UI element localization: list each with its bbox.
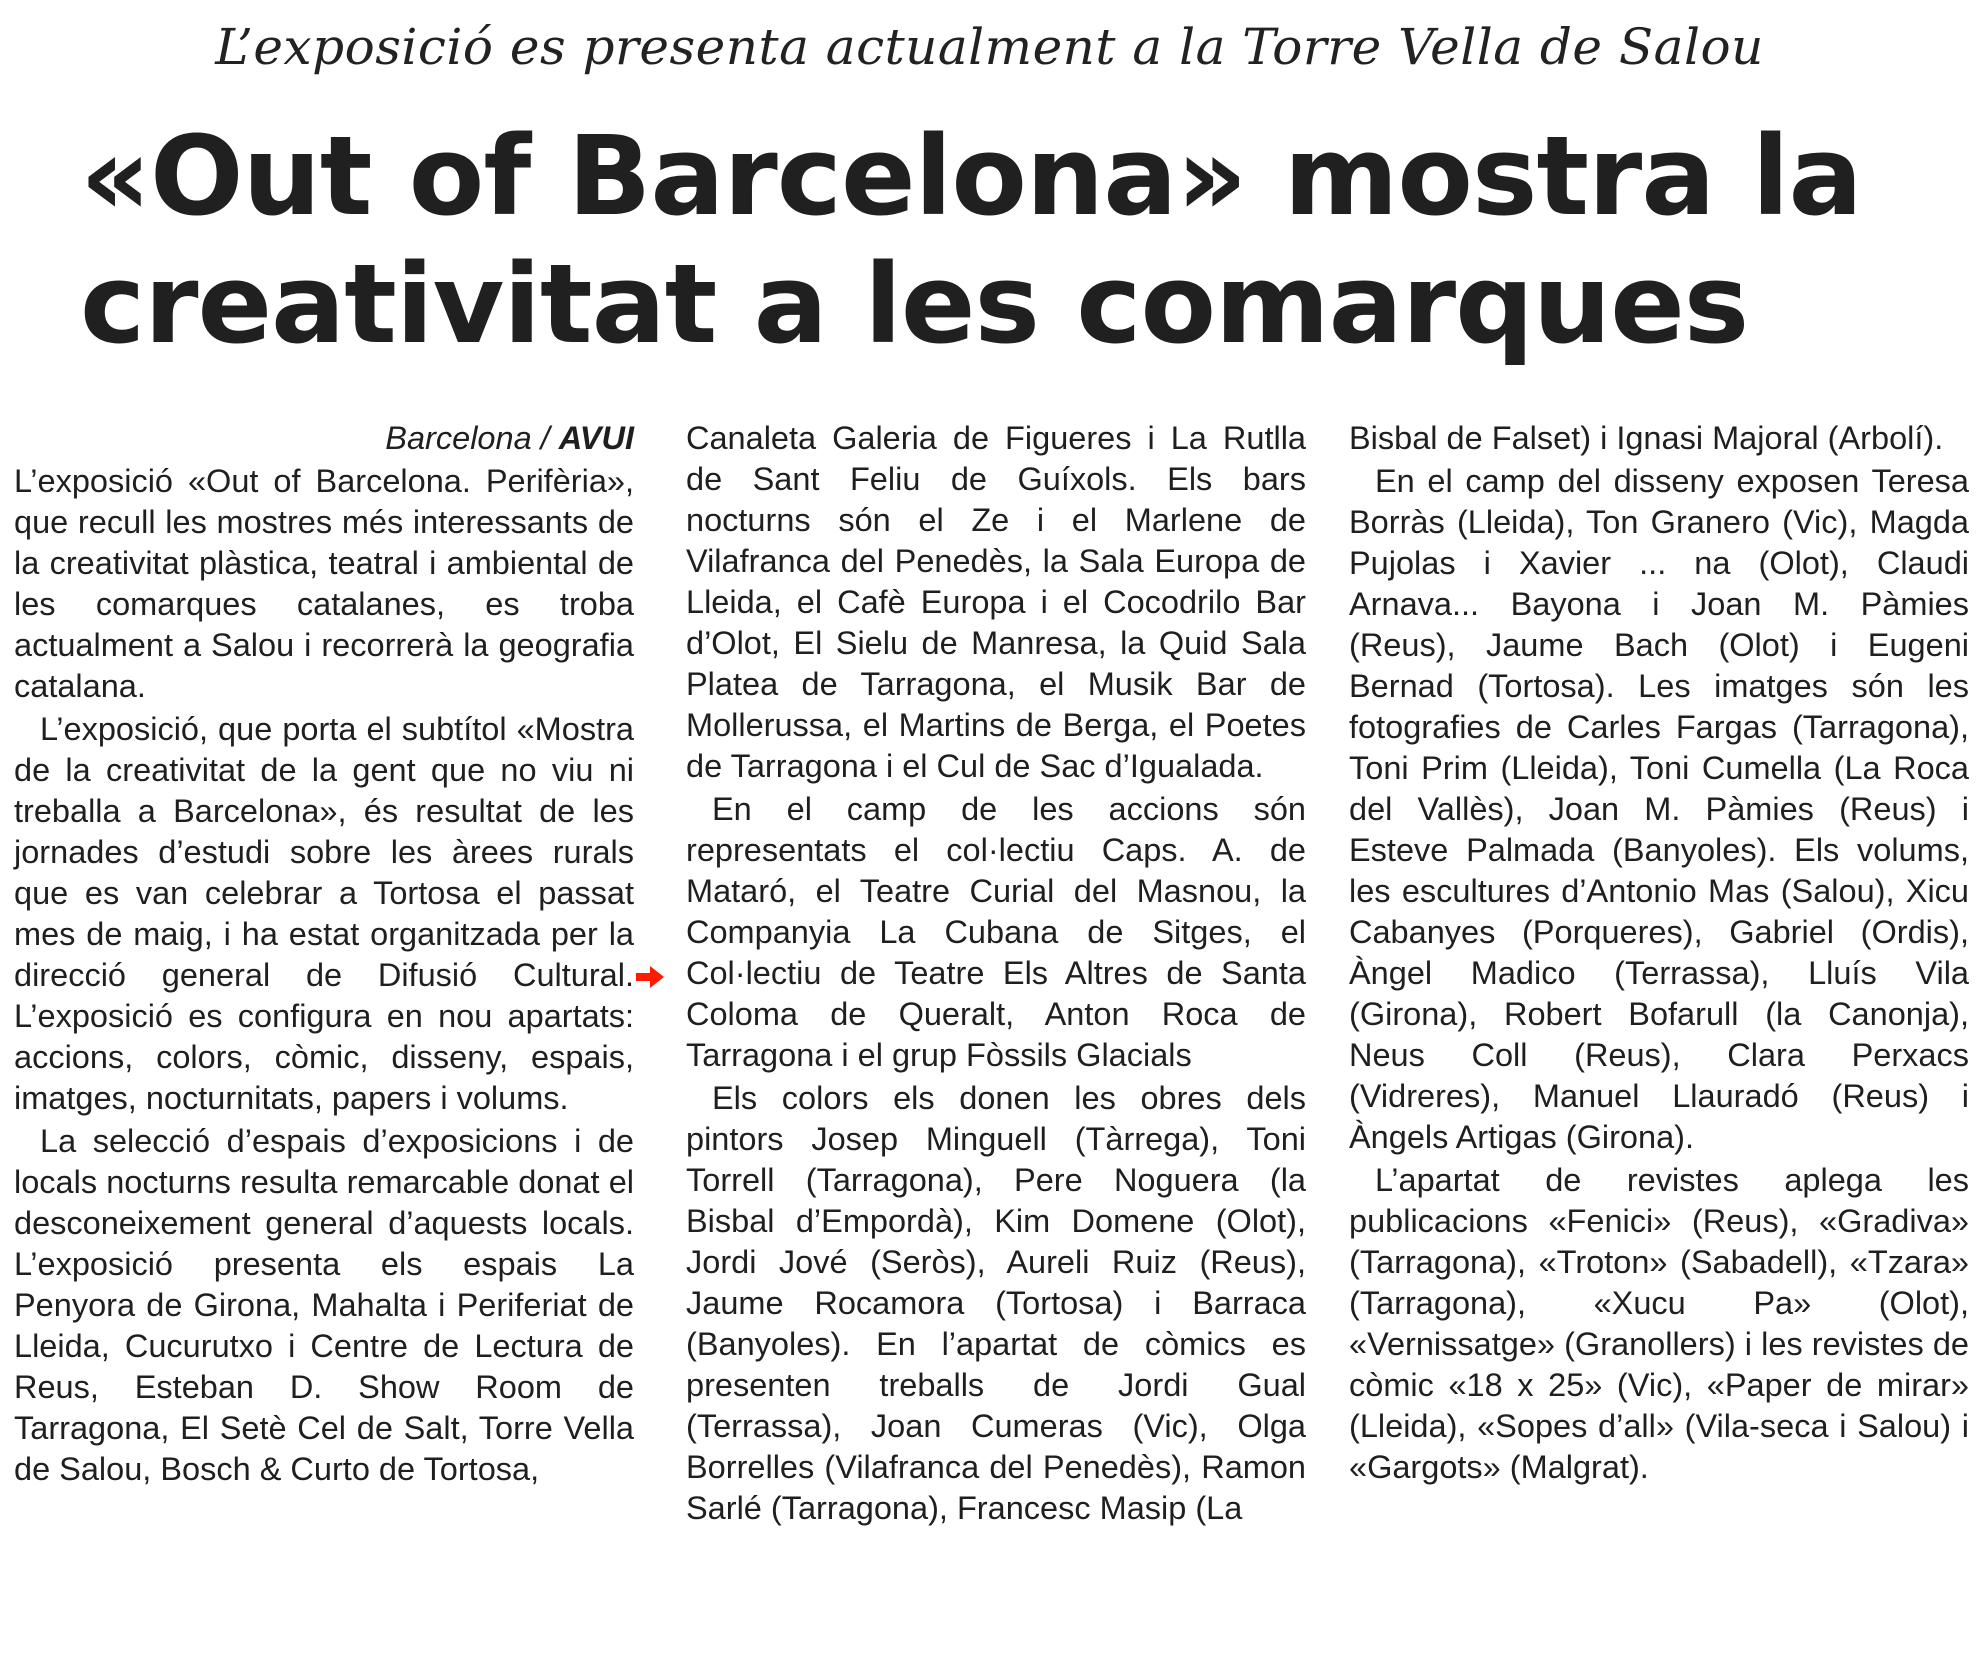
byline-separator: / — [531, 420, 559, 456]
byline-place: Barcelona — [385, 420, 532, 456]
paragraph: Canaleta Galeria de Figueres i La Rutlla de Sant Feliu de Guíxols. Els bars nocturns són el Ze i el Marlene de Vilafranca del Penedès, la Sala Europa de Lleida, el Cafè Europa i el Cocodrilo Bar d’Olot, El Sielu de Manresa, la Quid Sala Platea de Tarragona, el Musik Bar de Mollerussa, el Martins de Berga, el Poetes de Tarragona i el Cul de Sac d’Igualada. — [686, 420, 1306, 784]
column-3 — [1349, 418, 1969, 1490]
right-arrow-icon — [636, 966, 664, 988]
paragraph: La selecció d’espais d’exposicions i de locals nocturns resulta remarcable donat el desconeixement general d’aquests locals. L’exposició presenta els espais La Penyora de Girona, Mahalta i Periferiat de Lleida, Cucurutxo i Centre de Lectura de Reus, Esteban D. Show Room de Tarragona, El Setè Cel de Salt, Torre Vella de Salou, Bosch & Curto de Tortosa, — [14, 1123, 634, 1487]
article-kicker: L’exposició es presenta actualment a la Torre Vella de Salou — [215, 18, 1764, 76]
paragraph: Els colors els donen les obres dels pintors Josep Minguell (Tàrrega), Toni Torrell (Tarragona), Pere Noguera (la Bisbal d’Empordà), Kim Domene (Olot), Jordi Jové (Seròs), Aureli Ruiz (Reus), Jaume Rocamora (Tortosa) i Barraca (Banyoles). En l’apartat de còmics es presenten treballs de Jordi Gual (Terrassa), Joan Cumeras (Vic), Olga Borrelles (Vilafranca del Penedès), Ramon Sarlé (Tarragona), Francesc Masip (La — [686, 1080, 1306, 1526]
column-1 — [14, 418, 634, 1492]
column-2 — [686, 418, 1306, 1531]
article-headline: «Out of Barcelona» mostra la creativitat a les comarques — [80, 112, 1862, 368]
paragraph: En el camp de les accions són representats el col·lectiu Caps. A. de Mataró, el Teatre Curial del Masnou, la Companyia La Cubana de Sitges, el Col·lectiu de Teatre Els Altres de Santa Coloma de Queralt, Anton Roca de Tarragona i el grup Fòssils Glacials — [686, 791, 1306, 1073]
paragraph: L’exposició «Out of Barcelona. Perifèria», que recull les mostres més interessants de la creativitat plàstica, teatral i ambiental de les comarques catalanes, es troba actualment a Salou i recorrerà la geografia catalana. — [14, 463, 634, 704]
byline-source: AVUI — [558, 420, 634, 456]
paragraph: En el camp del disseny exposen Teresa Borràs (Lleida), Ton Granero (Vic), Magda Pujolas i Xavier ... na (Olot), Claudi Arnava... Bayona i Joan M. Pàmies (Reus), Jaume Bach (Olot) i Eugeni Bernad (Tortosa). Les imatges són les fotografies de Carles Fargas (Tarragona), Toni Prim (Lleida), Toni Cumella (La Roca del Vallès), Joan M. Pàmies (Reus) i Esteve Palmada (Banyoles). Els volums, les escultures d’Antonio Mas (Salou), Xicu Cabanyes (Porqueres), Gabriel (Ordis), Àngel Madico (Terrassa), Lluís Vila (Girona), Robert Bofarull (la Canonja), Neus Coll (Reus), Clara Perxacs (Vidreres), Manuel Llauradó (Reus) i Àngels Artigas (Girona). — [1349, 463, 1969, 1155]
paragraph: L’apartat de revistes aplega les publicacions «Fenici» (Reus), «Gradiva» (Tarragona), «Troton» (Sabadell), «Tzara» (Tarragona), «Xucu Pa» (Olot), «Vernissatge» (Granollers) i les revistes de còmic «18 x 25» (Vic), «Paper de mirar» (Lleida), «Sopes d’all» (Vila-seca i Salou) i «Gargots» (Malgrat). — [1349, 1162, 1969, 1485]
byline — [14, 418, 634, 459]
paragraph: L’exposició, que porta el subtítol «Mostra de la creativitat de la gent que no viu ni treballa a Barcelona», és resultat de les jornades d’estudi sobre les àrees rurals que es van celebrar a Tortosa el passat mes de maig, i ha estat organitzada per la direcció general de Difusió Cultural. L’exposició es configura en nou apartats: accions, colors, còmic, disseny, espais, imatges, nocturnitats, papers i volums. — [14, 711, 634, 1116]
paragraph: Bisbal de Falset) i Ignasi Majoral (Arbolí). — [1349, 420, 1944, 456]
article-body — [14, 418, 1969, 1658]
